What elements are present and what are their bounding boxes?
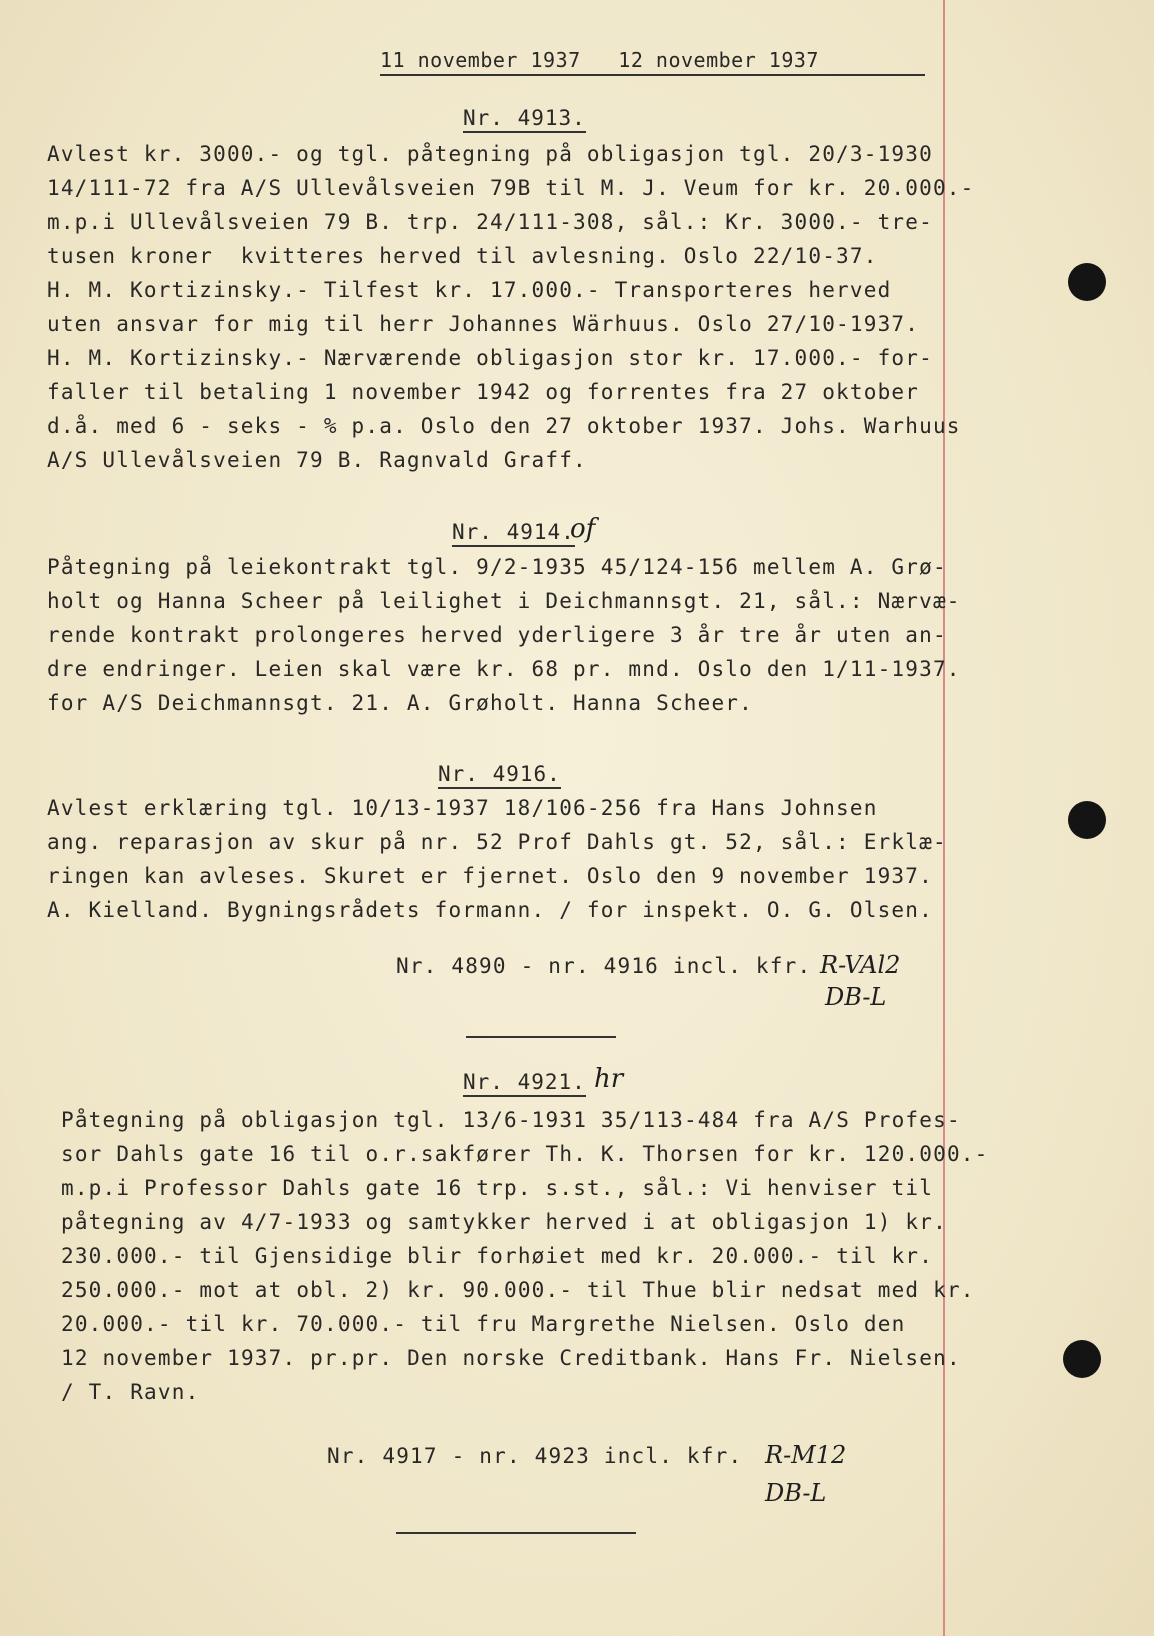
entry-line: rende kontrakt prolongeres herved yderligere 3 år tre år uten an-	[47, 623, 947, 647]
entry-line: dre endringer. Leien skal være kr. 68 pr. mnd. Oslo den 1/11-1937.	[47, 657, 961, 681]
divider	[466, 1036, 616, 1038]
entry-line: 230.000.- til Gjensidige blir forhøiet med kr. 20.000.- til kr.	[61, 1244, 934, 1268]
entry-line: påtegning av 4/7-1933 og samtykker herved i at obligasjon 1) kr.	[61, 1210, 947, 1234]
entry-line: m.p.i Professor Dahls gate 16 trp. s.st., sål.: Vi henviser til	[61, 1176, 934, 1200]
punch-hole	[1063, 1340, 1101, 1378]
punch-hole	[1068, 263, 1106, 301]
entry-line: Påtegning på obligasjon tgl. 13/6-1931 35/113-484 fra A/S Profes-	[61, 1108, 961, 1132]
entry-number: Nr. 4913.	[463, 106, 586, 133]
entry-line: sor Dahls gate 16 til o.r.sakfører Th. K. Thorsen for kr. 120.000.-	[61, 1142, 989, 1166]
entry-line: tusen kroner kvitteres herved til avlesning. Oslo 22/10-37.	[47, 244, 878, 268]
entry-line: / T. Ravn.	[61, 1380, 200, 1404]
entry-line: faller til betaling 1 november 1942 og forrentes fra 27 oktober	[47, 380, 920, 404]
initials-signature: DB-L	[765, 1479, 827, 1507]
initials-signature: R-M12	[765, 1441, 847, 1469]
date-header: 11 november 1937 12 november 1937	[380, 48, 925, 76]
divider	[396, 1532, 636, 1534]
entry-number: Nr. 4921.	[463, 1070, 586, 1097]
entry-line: holt og Hanna Scheer på leilighet i Deichmannsgt. 21, sål.: Nærvæ-	[47, 589, 961, 613]
entry-line: 20.000.- til kr. 70.000.- til fru Margrethe Nielsen. Oslo den	[61, 1312, 906, 1336]
entry-line: H. M. Kortizinsky.- Nærværende obligasjon stor kr. 17.000.- for-	[47, 346, 933, 370]
handwritten-mark: hr	[594, 1064, 624, 1094]
entry-line: 12 november 1937. pr.pr. Den norske Creditbank. Hans Fr. Nielsen.	[61, 1346, 961, 1370]
entry-line: Påtegning på leiekontrakt tgl. 9/2-1935 45/124-156 mellem A. Grø-	[47, 555, 947, 579]
entry-line: 250.000.- mot at obl. 2) kr. 90.000.- til Thue blir nedsat med kr.	[61, 1278, 975, 1302]
entry-number: Nr. 4914.	[452, 520, 575, 547]
entry-number: Nr. 4916.	[438, 762, 561, 789]
entry-line: d.å. med 6 - seks - % p.a. Oslo den 27 oktober 1937. Johs. Warhuus	[47, 414, 961, 438]
handwritten-mark: of	[570, 514, 596, 544]
entry-line: H. M. Kortizinsky.- Tilfest kr. 17.000.- Transporteres herved	[47, 278, 892, 302]
margin-line	[943, 0, 945, 1636]
entry-line: A. Kielland. Bygningsrådets formann. / for inspekt. O. G. Olsen.	[47, 898, 933, 922]
entry-line: uten ansvar for mig til herr Johannes Wärhuus. Oslo 27/10-1937.	[47, 312, 920, 336]
initials-signature: DB-L	[825, 983, 887, 1011]
entry-line: ringen kan avleses. Skuret er fjernet. Oslo den 9 november 1937.	[47, 864, 933, 888]
entry-line: Avlest erklæring tgl. 10/13-1937 18/106-256 fra Hans Johnsen	[47, 796, 878, 820]
control-note: Nr. 4890 - nr. 4916 incl. kfr.	[396, 954, 812, 978]
control-note: Nr. 4917 - nr. 4923 incl. kfr.	[327, 1444, 743, 1468]
entry-line: for A/S Deichmannsgt. 21. A. Grøholt. Hanna Scheer.	[47, 691, 753, 715]
punch-hole	[1068, 801, 1106, 839]
entry-line: A/S Ullevålsveien 79 B. Ragnvald Graff.	[47, 448, 587, 472]
entry-line: Avlest kr. 3000.- og tgl. påtegning på obligasjon tgl. 20/3-1930	[47, 142, 933, 166]
entry-line: ang. reparasjon av skur på nr. 52 Prof Dahls gt. 52, sål.: Erklæ-	[47, 830, 947, 854]
initials-signature: R-VAl2	[820, 951, 901, 979]
entry-line: 14/111-72 fra A/S Ullevålsveien 79B til M. J. Veum for kr. 20.000.-	[47, 176, 975, 200]
entry-line: m.p.i Ullevålsveien 79 B. trp. 24/111-308, sål.: Kr. 3000.- tre-	[47, 210, 933, 234]
